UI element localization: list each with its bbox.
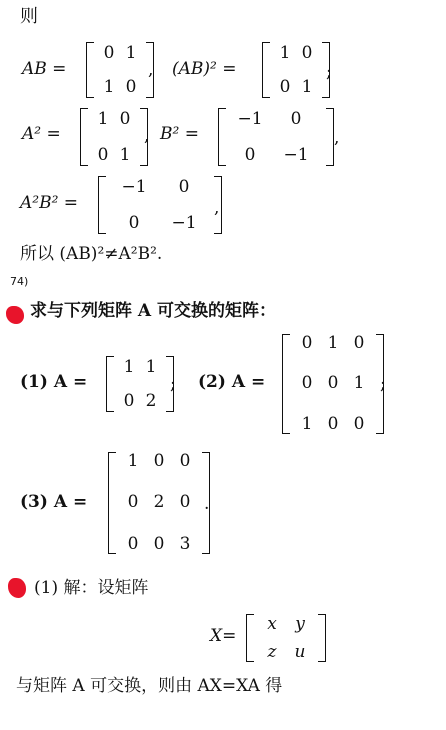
matrix-part3 (108, 452, 210, 554)
matrix-part1 (106, 356, 174, 412)
cell: 1 (327, 332, 339, 353)
cell: 0 (123, 390, 135, 411)
cell: 0 (244, 144, 256, 165)
cell: 1 (103, 76, 115, 97)
part3-label: (3) A = (20, 492, 88, 512)
matrix-x (246, 614, 326, 662)
period: . (204, 494, 210, 514)
cell: z (267, 641, 277, 662)
cell: y (295, 613, 305, 634)
cell: 2 (153, 492, 165, 513)
cell: −1 (121, 176, 147, 197)
matrix-a-squared (80, 108, 148, 166)
cell: 0 (353, 332, 365, 353)
cell: 1 (145, 356, 157, 377)
cell: u (294, 641, 306, 662)
comma: , (144, 126, 150, 146)
cell: 0 (178, 176, 190, 197)
cell: 0 (290, 108, 302, 129)
comma: , (334, 128, 340, 148)
conclusion-text: 所以 (AB)²≠A²B². (20, 244, 163, 264)
semicolon: ; (326, 62, 332, 82)
b-squared-lhs: B² = (160, 124, 199, 144)
cell: 0 (179, 451, 191, 472)
cell: 0 (153, 533, 165, 554)
red-marker-icon (8, 578, 26, 598)
cell: 0 (153, 451, 165, 472)
cell: 1 (301, 76, 313, 97)
cell: 1 (123, 356, 135, 377)
matrix-part2 (282, 334, 384, 434)
x-lhs: X= (210, 626, 237, 646)
comma: , (214, 198, 220, 218)
ab-squared-lhs: (AB)² = (172, 59, 237, 79)
a2b2-lhs: A²B² = (20, 193, 79, 213)
matrix-ab-squared (262, 42, 330, 98)
cell: 3 (179, 533, 191, 554)
part2-label: (2) A = (198, 372, 266, 392)
cell: 1 (279, 42, 291, 63)
matrix-b-squared (218, 108, 334, 166)
cell: 1 (301, 414, 313, 435)
cell: x (267, 613, 277, 634)
semicolon: ; (170, 374, 176, 394)
cell: 0 (127, 533, 139, 554)
ab-lhs: AB = (22, 59, 67, 79)
cell: 0 (327, 373, 339, 394)
cell: 0 (179, 492, 191, 513)
cell: 1 (125, 42, 137, 63)
cell: 0 (125, 76, 137, 97)
problem-text: 求与下列矩阵 A 可交换的矩阵： (30, 301, 277, 321)
last-line: 与矩阵 A 可交换，则由 AX=XA 得 (16, 676, 283, 696)
cell: −1 (171, 212, 197, 233)
cell: 0 (353, 414, 365, 435)
cell: 1 (353, 373, 365, 394)
semicolon: ; (380, 374, 386, 394)
cell: 0 (279, 76, 291, 97)
cell: −1 (283, 144, 309, 165)
red-marker-icon (6, 306, 24, 324)
cell: 0 (301, 373, 313, 394)
matrix-a2b2 (98, 176, 222, 234)
cell: 0 (127, 492, 139, 513)
ze-label: 则 (20, 6, 38, 27)
problem-number: 74) (10, 275, 29, 288)
cell: −1 (237, 108, 263, 129)
cell: 0 (327, 414, 339, 435)
cell: 0 (301, 42, 313, 63)
cell: 1 (127, 451, 139, 472)
part1-label: (1) A = (20, 372, 88, 392)
cell: 1 (97, 108, 109, 129)
cell: 0 (97, 144, 109, 165)
comma: , (148, 60, 154, 80)
cell: 0 (119, 108, 131, 129)
cell: 0 (103, 42, 115, 63)
a-squared-lhs: A² = (22, 124, 61, 144)
cell: 0 (128, 212, 140, 233)
solution-head: (1) 解：设矩阵 (34, 578, 149, 598)
cell: 1 (119, 144, 131, 165)
matrix-ab (86, 42, 154, 98)
cell: 0 (301, 332, 313, 353)
cell: 2 (145, 390, 157, 411)
